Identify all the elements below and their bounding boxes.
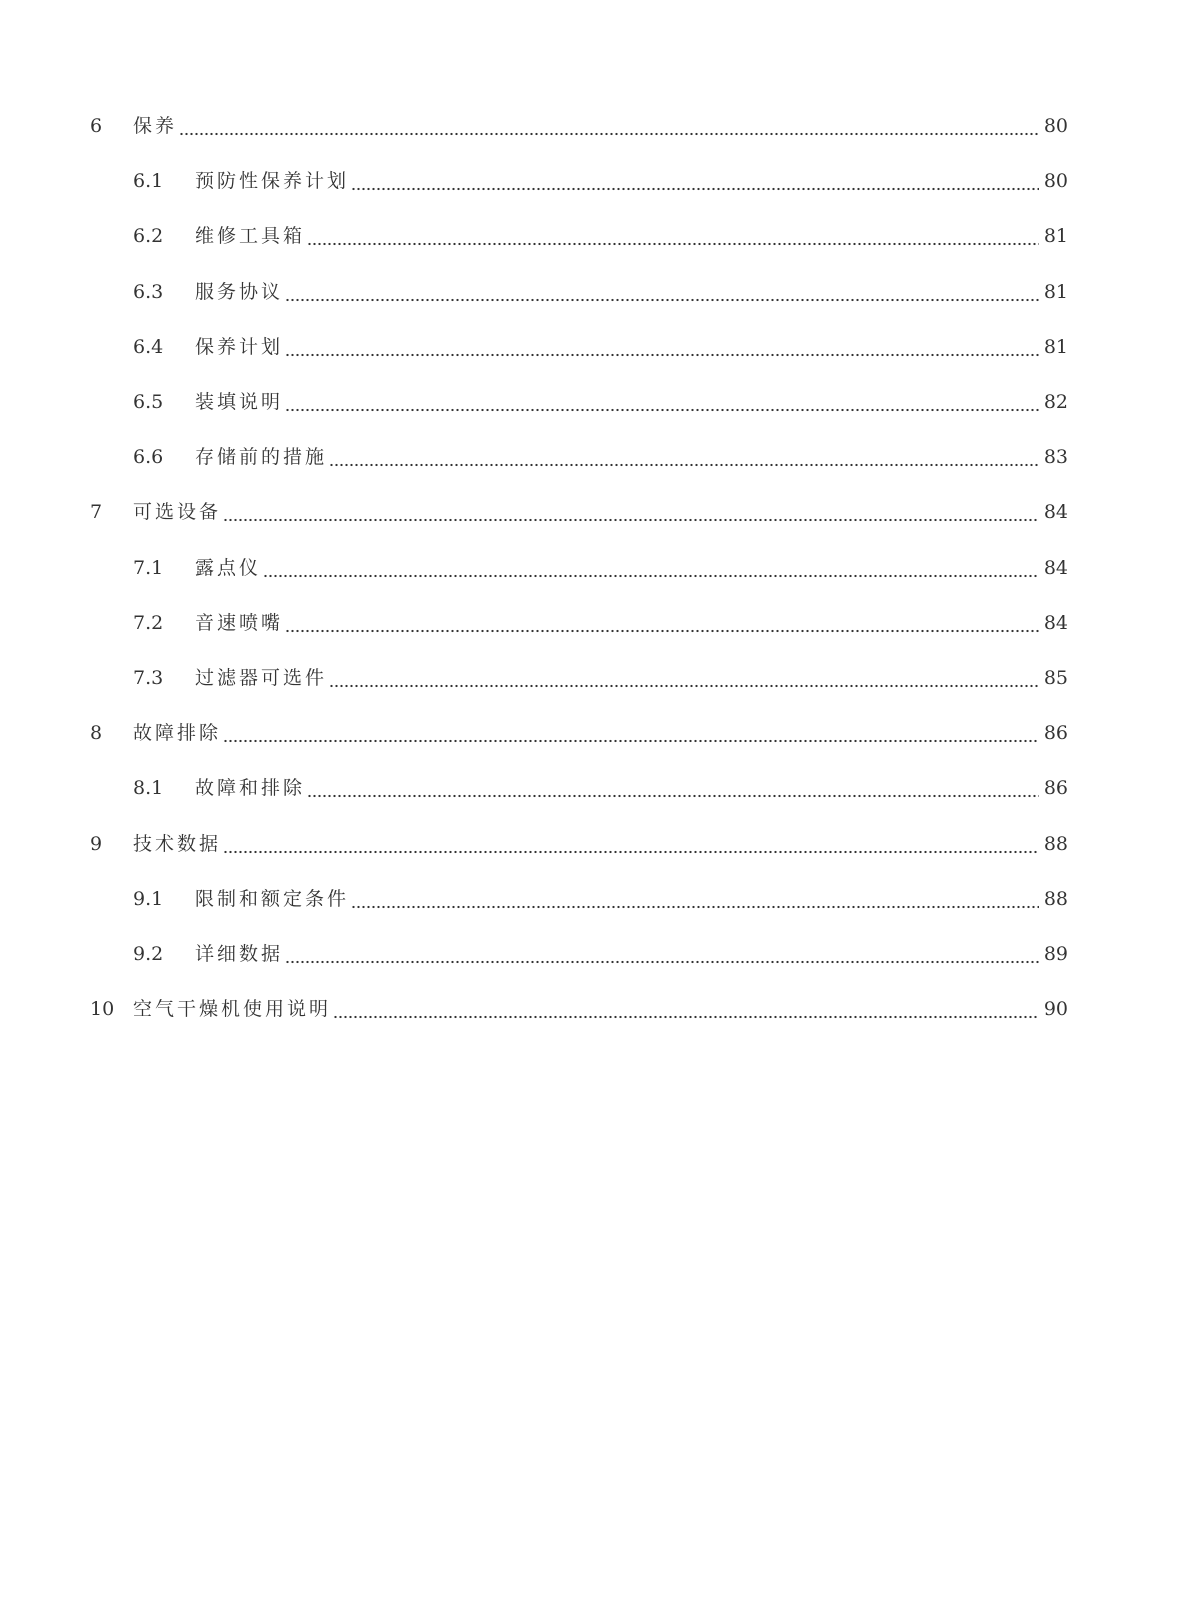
- toc-entry-page-number: 90: [1042, 995, 1068, 1023]
- toc-entry-page-number: 86: [1042, 719, 1068, 747]
- toc-entry-page-number: 86: [1042, 774, 1068, 802]
- toc-dot-leader: [285, 278, 1039, 306]
- toc-entry-number: 10: [90, 998, 115, 1021]
- toc-entry-number: 7.3: [133, 667, 164, 689]
- toc-entry-title: 故障和排除: [195, 774, 307, 802]
- toc-entry-page-number: 84: [1042, 554, 1068, 582]
- toc-entry-title: 限制和额定条件: [195, 885, 351, 913]
- toc-entry-title-line: [133, 498, 1039, 526]
- toc-entry-title: 露点仪: [195, 554, 263, 582]
- toc-section-entry[interactable]: [0, 388, 1179, 416]
- toc-entry-page-number: 89: [1042, 940, 1068, 968]
- toc-entry-number: 9: [90, 832, 103, 855]
- toc-entry-title-line: [195, 774, 1039, 802]
- toc-dot-leader: [333, 995, 1039, 1023]
- toc-dot-leader: [223, 719, 1039, 747]
- toc-section-entry[interactable]: [0, 333, 1179, 361]
- toc-entry-title-line: [195, 554, 1039, 582]
- toc-entry-title-line: [133, 112, 1039, 140]
- toc-entry-title: 装填说明: [195, 388, 285, 416]
- toc-dot-leader: [307, 774, 1039, 802]
- toc-section-entry[interactable]: [0, 167, 1179, 195]
- toc-entry-title: 音速喷嘴: [195, 609, 285, 637]
- toc-entry-title-line: [195, 940, 1039, 968]
- toc-entry-title: 存储前的措施: [195, 443, 329, 471]
- toc-entry-title: 过滤器可选件: [195, 664, 329, 692]
- toc-chapter-entry[interactable]: [0, 719, 1179, 747]
- toc-entry-title: 可选设备: [133, 498, 223, 526]
- toc-section-entry[interactable]: [0, 664, 1179, 692]
- toc-entry-number: 9.2: [133, 943, 164, 965]
- toc-entry-number: 7: [90, 501, 103, 524]
- toc-entry-page-number: 80: [1042, 112, 1068, 140]
- toc-section-entry[interactable]: [0, 774, 1179, 802]
- toc-entry-page-number: 83: [1042, 443, 1068, 471]
- toc-entry-number: 6.4: [133, 335, 164, 358]
- toc-dot-leader: [329, 443, 1039, 471]
- toc-entry-page-number: 81: [1042, 278, 1068, 306]
- toc-entry-title-line: [195, 388, 1039, 416]
- toc-entry-number: 6.3: [133, 280, 164, 303]
- toc-entry-number: 6: [90, 115, 103, 137]
- toc-entry-page-number: 84: [1042, 609, 1068, 637]
- toc-entry-title-line: [133, 830, 1039, 858]
- toc-entry-title: 保养: [133, 112, 179, 140]
- toc-entry-title-line: [195, 222, 1039, 250]
- toc-entry-page-number: 82: [1042, 388, 1068, 416]
- toc-entry-number: 8: [90, 722, 103, 745]
- toc-chapter-entry[interactable]: [0, 498, 1179, 526]
- toc-section-entry[interactable]: [0, 940, 1179, 968]
- toc-chapter-entry[interactable]: [0, 995, 1179, 1023]
- toc-section-entry[interactable]: [0, 609, 1179, 637]
- toc-dot-leader: [329, 664, 1039, 692]
- toc-entry-number: 9.1: [133, 887, 164, 910]
- toc-dot-leader: [351, 885, 1039, 913]
- toc-entry-title: 服务协议: [195, 278, 285, 306]
- toc-entry-title-line: [133, 995, 1039, 1023]
- toc-entry-title: 技术数据: [133, 830, 223, 858]
- toc-entry-page-number: 88: [1042, 830, 1068, 858]
- toc-dot-leader: [285, 609, 1039, 637]
- toc-entry-title-line: [195, 664, 1039, 692]
- toc-entry-title-line: [195, 333, 1039, 361]
- toc-entry-number: 6.5: [133, 391, 164, 413]
- toc-section-entry[interactable]: [0, 278, 1179, 306]
- toc-entry-title: 故障排除: [133, 719, 223, 747]
- toc-chapter-entry[interactable]: [0, 112, 1179, 140]
- toc-entry-title-line: [195, 278, 1039, 306]
- toc-dot-leader: [223, 498, 1039, 526]
- toc-entry-title: 预防性保养计划: [195, 167, 351, 195]
- toc-section-entry[interactable]: [0, 443, 1179, 471]
- toc-entry-page-number: 84: [1042, 498, 1068, 526]
- toc-dot-leader: [263, 554, 1039, 582]
- toc-entry-page-number: 81: [1042, 333, 1068, 361]
- toc-entry-title: 空气干燥机使用说明: [133, 995, 333, 1023]
- toc-entry-title-line: [133, 719, 1039, 747]
- toc-entry-page-number: 88: [1042, 885, 1068, 913]
- toc-dot-leader: [285, 940, 1039, 968]
- toc-entry-title-line: [195, 609, 1039, 637]
- toc-dot-leader: [223, 830, 1039, 858]
- toc-dot-leader: [179, 112, 1039, 140]
- toc-entry-number: 7.1: [133, 556, 164, 579]
- toc-entry-number: 6.6: [133, 446, 164, 469]
- toc-section-entry[interactable]: [0, 885, 1179, 913]
- toc-section-entry[interactable]: [0, 222, 1179, 250]
- toc-entry-number: 8.1: [133, 777, 164, 800]
- toc-entry-title: 详细数据: [195, 940, 285, 968]
- toc-entry-page-number: 85: [1042, 664, 1068, 692]
- toc-section-entry[interactable]: [0, 554, 1179, 582]
- toc-entry-title-line: [195, 167, 1039, 195]
- toc-entry-page-number: 81: [1042, 222, 1068, 250]
- toc-entry-number: 6.2: [133, 225, 164, 248]
- toc-dot-leader: [351, 167, 1039, 195]
- toc-entry-page-number: 80: [1042, 167, 1068, 195]
- toc-chapter-entry[interactable]: [0, 830, 1179, 858]
- toc-dot-leader: [285, 333, 1039, 361]
- toc-entry-title: 保养计划: [195, 333, 285, 361]
- toc-dot-leader: [307, 222, 1039, 250]
- toc-entry-title-line: [195, 885, 1039, 913]
- toc-entry-title: 维修工具箱: [195, 222, 307, 250]
- toc-entry-number: 7.2: [133, 611, 164, 634]
- toc-entry-title-line: [195, 443, 1039, 471]
- toc-entry-number: 6.1: [133, 170, 164, 193]
- toc-dot-leader: [285, 388, 1039, 416]
